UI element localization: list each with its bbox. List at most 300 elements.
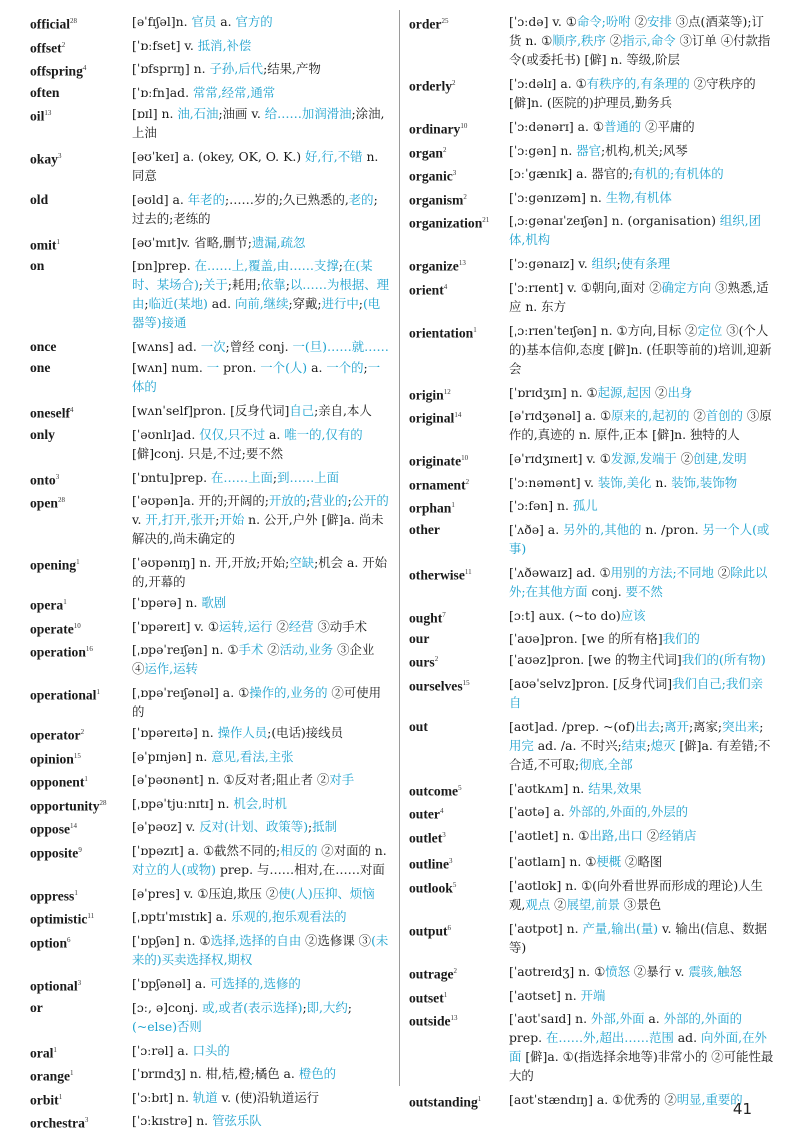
definition-text: [ˈəʊpən]a. 开的;开阔的; xyxy=(132,493,269,509)
definition-text: v. (使)沿轨道运行 xyxy=(217,1089,319,1105)
highlighted-meaning: 操作的,业务的 xyxy=(249,685,328,701)
definition-text: a. xyxy=(644,1011,664,1027)
headword xyxy=(409,12,509,34)
headword-text: on xyxy=(30,258,45,274)
frequency-count: 9 xyxy=(78,845,82,854)
definition xyxy=(132,147,390,185)
headword-text: oil xyxy=(30,108,45,124)
dictionary-entry xyxy=(30,794,390,816)
highlighted-meaning: 给……加润滑油 xyxy=(264,105,352,121)
definition-text: [ˈɔːgənaɪz] v. xyxy=(509,256,592,272)
highlighted-meaning: 老的 xyxy=(348,191,374,207)
highlighted-meaning: 一 xyxy=(206,360,220,376)
definition xyxy=(509,629,775,648)
definition xyxy=(132,256,390,332)
dictionary-entry xyxy=(30,358,390,396)
definition-text: [ˌɔːrɪenˈteɪʃən] n. ①方向,目标 ② xyxy=(509,322,698,338)
dictionary-entry xyxy=(409,717,775,774)
headword-text: official xyxy=(30,16,71,32)
definition xyxy=(509,606,775,625)
definition-text: ② xyxy=(642,827,660,843)
definition-text: [僻]a. ①(指选择余地等)非常小的 ②可能性最大的 xyxy=(509,1049,774,1084)
headword-text: oppose xyxy=(30,821,71,837)
definition xyxy=(509,1009,775,1085)
definition-text: ; xyxy=(215,512,220,528)
frequency-count: 1 xyxy=(84,775,88,784)
definition xyxy=(132,640,390,678)
headword xyxy=(30,617,132,639)
dictionary-entry xyxy=(30,723,390,745)
headword-text: offspring xyxy=(30,63,83,79)
headword xyxy=(30,190,132,209)
dictionary-entry xyxy=(30,747,390,769)
definition-text: ②平庸的 xyxy=(641,119,695,134)
highlighted-meaning: 一个(人) xyxy=(260,360,308,376)
highlighted-meaning: 组织,团体,机构 xyxy=(509,213,761,248)
highlighted-meaning: 梗概 xyxy=(596,854,622,870)
headword-text: option xyxy=(30,935,68,951)
frequency-count: 7 xyxy=(442,610,446,619)
highlighted-meaning: 我们自己;我们亲自 xyxy=(509,675,763,710)
headword xyxy=(409,496,509,518)
frequency-count: 25 xyxy=(441,17,449,25)
definition-text: ③熟悉,适应 n. 东方 xyxy=(509,279,769,314)
headword xyxy=(30,358,132,377)
definition-text: ③点(酒菜等);订货 n. ① xyxy=(509,14,764,48)
frequency-count: 15 xyxy=(462,678,470,687)
dictionary-entry xyxy=(409,876,775,914)
headword xyxy=(30,104,132,126)
frequency-count: 1 xyxy=(96,688,100,697)
definition-text: [ˈaʊtə] a. xyxy=(509,804,569,820)
definition xyxy=(132,401,390,420)
frequency-count: 13 xyxy=(458,259,466,268)
headword-text: oppress xyxy=(30,888,75,904)
dictionary-entry xyxy=(409,254,775,276)
definition xyxy=(509,986,775,1005)
highlighted-meaning: 遗漏,疏忽 xyxy=(251,234,306,250)
definition-text: [ˈʌðəwaɪz] ad. ① xyxy=(509,564,611,580)
definition xyxy=(509,473,775,492)
definition-text: [ˈɔːrɪent] v. ①朝向,面对 ② xyxy=(509,279,662,295)
definition-text: [ˈɒːfn]ad. xyxy=(132,84,193,100)
definition xyxy=(132,841,390,879)
dictionary-entry xyxy=(30,147,390,185)
definition-text: ad. xyxy=(207,296,235,312)
headword-text: orchestra xyxy=(30,1115,85,1131)
definition xyxy=(132,794,390,813)
definition-text: [əˈpres] v. ①压迫,欺压 ② xyxy=(132,885,279,901)
headword xyxy=(409,254,509,276)
dictionary-entry xyxy=(30,998,390,1036)
frequency-count: 6 xyxy=(447,923,452,932)
definition-text: [ˈaʊtlʊk] n. ①(向外看世界而形成的理论)人生观, xyxy=(509,877,763,912)
dictionary-entry xyxy=(409,826,775,848)
headword-text: otherwise xyxy=(409,567,465,583)
definition-text: ; xyxy=(198,277,203,293)
frequency-count: 2 xyxy=(442,145,447,154)
dictionary-entry xyxy=(30,1088,390,1110)
definition-text: v. xyxy=(132,512,146,528)
definition-text: ③原作的,真迹的 n. 原件,正本 [僻]n. 独特的人 xyxy=(509,408,772,443)
frequency-count: 10 xyxy=(73,621,81,630)
definition xyxy=(132,884,390,903)
dictionary-entry xyxy=(30,59,390,81)
definition-text: ; xyxy=(363,360,368,376)
frequency-count: 2 xyxy=(463,192,467,201)
frequency-count: 1 xyxy=(477,1095,482,1104)
definition xyxy=(509,188,775,207)
right-column xyxy=(409,10,775,1112)
definition-text: [ˈɒpərə] n. xyxy=(132,595,202,611)
definition-text: [aʊtˈstændɪŋ] a. ①优秀的 ② xyxy=(509,1092,677,1108)
dictionary-entry xyxy=(409,962,775,984)
definition-text: [ˈɔːkɪstrə] n. xyxy=(132,1113,213,1129)
definition xyxy=(509,876,775,914)
headword xyxy=(30,998,132,1017)
definition-text: ; xyxy=(347,999,352,1015)
highlighted-meaning: 一体的 xyxy=(132,360,381,395)
frequency-count: 4 xyxy=(70,406,74,415)
frequency-count: 1 xyxy=(56,237,60,246)
headword xyxy=(409,449,509,471)
highlighted-meaning: 震骇,触怒 xyxy=(688,963,742,979)
headword xyxy=(409,779,509,801)
headword xyxy=(30,36,132,58)
headword xyxy=(30,425,132,444)
dictionary-entry xyxy=(30,36,390,58)
highlighted-meaning: 公开的 xyxy=(351,493,389,509)
headword xyxy=(30,974,132,996)
highlighted-meaning: 出身 xyxy=(667,384,693,400)
definition-text: ; xyxy=(646,737,651,753)
frequency-count: 13 xyxy=(450,1014,458,1023)
headword xyxy=(30,683,132,705)
highlighted-meaning: 另外的,其他的 xyxy=(563,521,642,537)
definition xyxy=(132,723,390,742)
headword-text: organize xyxy=(409,258,459,274)
definition-text: ;机会 a. 开始的,开幕的 xyxy=(132,555,388,590)
headword xyxy=(409,520,509,539)
definition xyxy=(132,617,390,636)
definition xyxy=(132,931,390,969)
definition xyxy=(509,496,775,515)
dictionary-entry xyxy=(30,425,390,463)
dictionary-entry xyxy=(409,383,775,405)
headword xyxy=(409,606,509,628)
dictionary-entry xyxy=(409,321,775,378)
headword-text: orbit xyxy=(30,1092,59,1108)
highlighted-meaning: 经营 xyxy=(288,618,314,634)
dictionary-entry xyxy=(30,974,390,996)
headword xyxy=(30,884,132,906)
definition xyxy=(509,650,775,669)
highlighted-meaning: 用完 xyxy=(509,737,534,753)
headword xyxy=(409,802,509,824)
highlighted-meaning: 向前,继续 xyxy=(234,296,289,312)
definition-text: [ˌɔːgənaɪˈzeɪʃən] n. (organisation) xyxy=(509,213,720,229)
column-divider xyxy=(399,10,400,1086)
highlighted-meaning: 机会,时机 xyxy=(233,795,287,811)
definition-text: ; xyxy=(616,256,621,272)
frequency-count: 4 xyxy=(82,64,87,73)
definition xyxy=(509,12,775,69)
headword-text: open xyxy=(30,495,58,511)
headword-text: oneself xyxy=(30,405,71,421)
definition xyxy=(132,468,390,487)
headword xyxy=(409,629,509,648)
highlighted-meaning: 突出来 xyxy=(722,718,760,734)
definition-text: [ˌɒptɪˈmɪstɪk] a. xyxy=(132,909,232,925)
frequency-count: 1 xyxy=(451,501,455,510)
definition-text: [ˈaʊtˈsaɪd] n. xyxy=(509,1011,591,1027)
highlighted-meaning: 孤儿 xyxy=(572,498,598,514)
definition-text: ;油画 v. xyxy=(218,105,265,121)
definition-text: ;过去的;老练的 xyxy=(132,191,378,226)
dictionary-entry xyxy=(409,606,775,628)
headword xyxy=(409,473,509,495)
frequency-count: 14 xyxy=(454,411,462,420)
definition-text: ③订单 ④付款指令(或委托书) [僻] n. 等级,阶层 xyxy=(509,33,771,67)
dictionary-entry xyxy=(409,1090,775,1112)
highlighted-meaning: 关于 xyxy=(202,277,228,293)
headword-text: operator xyxy=(30,727,81,743)
dictionary-entry xyxy=(409,449,775,471)
headword-text: orderly xyxy=(409,78,453,94)
definition-text: [ɔː, ə]conj. xyxy=(132,999,203,1015)
headword xyxy=(30,553,132,575)
dictionary-entry xyxy=(409,12,775,69)
definition-text: [ˈaʊəz]pron. [we 的物主代词] xyxy=(509,652,682,668)
frequency-count: 2 xyxy=(452,79,456,87)
dictionary-entry xyxy=(409,211,775,249)
definition-text: ③景色 xyxy=(619,896,662,912)
dictionary-entry xyxy=(409,117,775,139)
headword xyxy=(409,919,509,941)
headword xyxy=(409,876,509,898)
headword xyxy=(30,147,132,169)
frequency-count: 13 xyxy=(44,108,52,117)
headword-text: ordinary xyxy=(409,121,461,137)
frequency-count: 2 xyxy=(61,40,66,49)
headword-text: original xyxy=(409,410,455,426)
definition-text: [ˈaʊtpʊt] n. xyxy=(509,920,583,936)
headword-text: only xyxy=(30,426,55,442)
definition xyxy=(132,770,390,789)
definition-text: prep. xyxy=(509,1030,546,1046)
definition-text: [ɔːt] aux. (~to do) xyxy=(509,607,621,623)
headword-text: old xyxy=(30,191,49,207)
headword-text: oral xyxy=(30,1045,54,1061)
headword-text: or xyxy=(30,999,43,1015)
highlighted-meaning: 常常,经常,通常 xyxy=(192,84,276,100)
dictionary-entry xyxy=(409,473,775,495)
headword-text: optional xyxy=(30,978,78,994)
headword xyxy=(409,852,509,874)
highlighted-meaning: 自己 xyxy=(289,403,315,419)
highlighted-meaning: 顺序,秩序 xyxy=(552,33,606,48)
highlighted-meaning: 组织 xyxy=(591,256,617,272)
definition-text: ;……岁的;久已熟悉的, xyxy=(224,191,349,207)
headword-text: ourselves xyxy=(409,678,463,694)
dictionary-entry xyxy=(409,406,775,444)
highlighted-meaning: 在(某时、某场合) xyxy=(132,258,373,293)
frequency-count: 21 xyxy=(482,216,490,225)
highlighted-meaning: 在……外,超出……范围 xyxy=(546,1030,674,1046)
frequency-count: 12 xyxy=(443,387,451,396)
definition-text: [aʊəˈselvz]pron. [反身代词] xyxy=(509,675,673,691)
highlighted-meaning: 可选择的,选修的 xyxy=(210,975,301,991)
frequency-count: 1 xyxy=(473,325,477,334)
dictionary-entry xyxy=(409,1009,775,1085)
headword xyxy=(30,640,132,662)
definition-text: ② xyxy=(689,408,706,424)
highlighted-meaning: 或,或者(表示选择) xyxy=(202,999,303,1015)
highlighted-meaning: 子孙,后代 xyxy=(209,61,264,77)
definition xyxy=(132,358,390,396)
highlighted-meaning: 另一个人(或事) xyxy=(509,521,770,556)
definition-text: [ˈɒfsprɪŋ] n. xyxy=(132,61,210,77)
highlighted-meaning: 口头的 xyxy=(192,1042,230,1058)
definition-text: a. xyxy=(307,360,327,376)
frequency-count: 11 xyxy=(87,912,95,921)
dictionary-entry xyxy=(409,496,775,518)
definition-text: ; xyxy=(306,493,311,509)
definition xyxy=(509,383,775,402)
definition-text: n. 公开,户外 [僻]a. 尚未解决的,尚未确定的 xyxy=(132,512,384,547)
frequency-count: 28 xyxy=(70,17,78,25)
definition-text: ② xyxy=(713,564,731,580)
highlighted-meaning: 装饰,美化 xyxy=(597,474,652,490)
definition xyxy=(132,974,390,993)
definition xyxy=(509,674,775,712)
definition xyxy=(509,321,775,378)
highlighted-meaning: 开放的 xyxy=(268,493,307,509)
headword xyxy=(409,383,509,405)
headword-text: opera xyxy=(30,597,64,613)
definition xyxy=(509,254,775,273)
dictionary-entry xyxy=(30,337,390,356)
headword xyxy=(409,563,509,585)
highlighted-meaning: 一次 xyxy=(200,339,226,355)
definition xyxy=(132,1064,390,1083)
definition-text: ② xyxy=(630,14,647,29)
headword-text: orient xyxy=(409,282,444,298)
highlighted-meaning: 以……为根据、理由 xyxy=(132,277,389,312)
dictionary-entry xyxy=(409,164,775,186)
headword-text: outrage xyxy=(409,966,454,982)
highlighted-meaning: 轨道 xyxy=(192,1089,218,1105)
definition-text: [əʊˈkeɪ] a. (okey, OK, O. K.) xyxy=(132,148,306,164)
highlighted-meaning: 操作人员 xyxy=(217,725,268,741)
highlighted-meaning: 即,大约 xyxy=(306,999,348,1015)
headword-text: opposite xyxy=(30,845,79,861)
dictionary-entry xyxy=(409,779,775,801)
highlighted-meaning: 命令;吩咐 xyxy=(576,14,631,29)
highlighted-meaning: (~else)否则 xyxy=(132,1018,202,1034)
highlighted-meaning: 我们的(所有物) xyxy=(681,652,766,668)
headword-text: organic xyxy=(409,168,453,184)
definition-text: ;机构,机关;风琴 xyxy=(601,142,688,158)
headword xyxy=(30,817,132,839)
frequency-count: 16 xyxy=(85,645,93,654)
headword-text: organization xyxy=(409,215,483,231)
frequency-count: 1 xyxy=(443,990,448,999)
headword-text: offset xyxy=(30,40,62,56)
headword-text: ought xyxy=(409,610,443,626)
frequency-count: 11 xyxy=(464,567,472,576)
definition-text: [əˈrɪdʒənəl] a. ① xyxy=(509,408,612,424)
dictionary-entry xyxy=(30,617,390,639)
headword-text: orphan xyxy=(409,500,452,516)
headword xyxy=(30,401,132,423)
headword-text: originate xyxy=(409,453,462,469)
definition xyxy=(509,563,775,601)
headword xyxy=(30,491,132,513)
frequency-count: 28 xyxy=(57,496,65,505)
definition-text: ; xyxy=(144,296,149,312)
frequency-count: 28 xyxy=(99,798,107,807)
highlighted-meaning: 离开 xyxy=(664,718,689,734)
definition-text: ;曾经 conj. xyxy=(225,339,293,355)
definition-text: [ˈɒrɪndʒ] n. 柑,桔,橙;橘色 a. xyxy=(132,1066,299,1082)
definition-text: ② xyxy=(550,896,567,912)
definition xyxy=(509,802,775,821)
highlighted-meaning: 橙色的 xyxy=(298,1066,336,1082)
headword-text: operation xyxy=(30,644,86,660)
definition-text: ; xyxy=(358,296,363,312)
definition-text: pron. xyxy=(219,360,261,376)
definition-text: [ˌɒpəˈreɪʃən] n. ① xyxy=(132,642,239,658)
dictionary-entry xyxy=(30,190,390,228)
definition xyxy=(132,337,390,356)
definition xyxy=(132,1041,390,1060)
definition-text: [ɒɪl] n. xyxy=(132,105,178,121)
definition-text: [ˈɒpʃənəl] a. xyxy=(132,975,211,991)
dictionary-entry xyxy=(30,1041,390,1063)
highlighted-meaning: 装饰,装饰物 xyxy=(671,474,738,490)
definition xyxy=(509,449,775,468)
definition xyxy=(132,36,390,55)
highlighted-meaning: 反对(计划、政策等) xyxy=(199,819,309,835)
dictionary-entry xyxy=(409,563,775,601)
definition xyxy=(132,59,390,78)
definition xyxy=(132,233,390,252)
definition xyxy=(509,520,775,558)
headword xyxy=(30,931,132,953)
highlighted-meaning: 外部,外面 xyxy=(590,1011,645,1027)
highlighted-meaning: 器官 xyxy=(576,142,602,158)
definition-text: ③(个人的)基本信仰,态度 [僻]n. (任职等前的)培训,迎新会 xyxy=(509,322,772,376)
highlighted-meaning: 首创的 xyxy=(705,408,743,424)
definition-text: [wʌns] ad. xyxy=(132,339,201,355)
definition-text: ; xyxy=(338,258,343,274)
dictionary-entry xyxy=(409,74,775,112)
headword xyxy=(409,1009,509,1031)
definition-text: ad. xyxy=(673,1030,701,1046)
frequency-count: 2 xyxy=(453,966,458,975)
definition xyxy=(132,104,390,142)
headword xyxy=(30,907,132,929)
definition-text: [əˈrɪdʒɪneɪt] v. ① xyxy=(509,451,611,467)
frequency-count: 14 xyxy=(70,822,78,831)
definition-text: [ˈaʊtkʌm] n. xyxy=(509,780,589,796)
dictionary-entry xyxy=(30,401,390,423)
frequency-count: 1 xyxy=(63,598,67,607)
headword-text: our xyxy=(409,631,430,647)
definition-text: [ˈɒːfset] v. xyxy=(132,37,198,53)
dictionary-entry xyxy=(30,907,390,929)
